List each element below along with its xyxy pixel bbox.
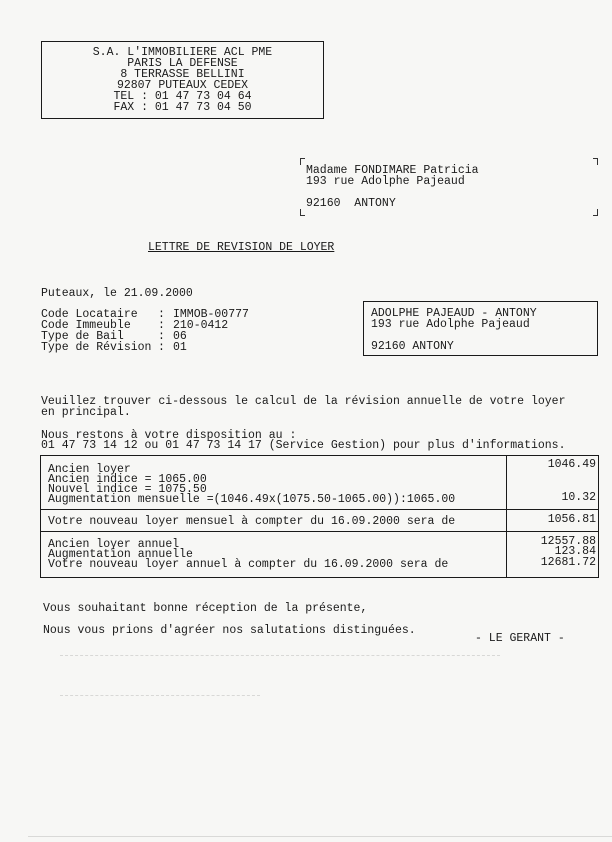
- sender-location: PARIS LA DEFENSE: [127, 57, 238, 70]
- code-separator: :: [158, 330, 165, 343]
- sender-address-box: [41, 41, 324, 119]
- sender-street: 8 TERRASSE BELLINI: [120, 68, 245, 81]
- new-monthly-rent-label: Votre nouveau loyer mensuel à compter du 16.09.2000 sera de: [48, 515, 456, 528]
- property-city: 92160 ANTONY: [371, 340, 454, 353]
- code-label: Code Immeuble: [41, 319, 131, 332]
- contact-phones: 01 47 73 14 12 ou 01 47 73 14 17 (Service Gestion) pour plus d'informations.: [41, 439, 566, 452]
- sender-company: S.A. L'IMMOBILIERE ACL PME: [92, 46, 273, 59]
- letter-title: LETTRE DE REVISION DE LOYER: [148, 241, 335, 254]
- old-index-label: Ancien indice = 1065.00: [48, 473, 207, 486]
- old-rent-label: Ancien loyer: [48, 463, 131, 476]
- annual-increase-label: Augmentation annuelle: [48, 548, 193, 561]
- sender-fax: FAX : 01 47 73 04 50: [113, 101, 252, 114]
- code-value: IMMOB-00777: [173, 308, 249, 321]
- code-separator: :: [158, 341, 165, 354]
- old-rent-value: 1046.49: [547, 458, 596, 471]
- contact-line: Nous restons à votre disposition au :: [41, 429, 297, 442]
- recipient-city: 92160 ANTONY: [306, 197, 396, 210]
- code-label: Type de Bail: [41, 330, 124, 343]
- property-name: ADOLPHE PAJEAUD - ANTONY: [371, 307, 537, 320]
- signature: - LE GERANT -: [475, 632, 565, 645]
- new-monthly-rent-value: 1056.81: [547, 513, 596, 526]
- place-date: Puteaux, le 21.09.2000: [41, 287, 193, 300]
- code-value: 210-0412: [173, 319, 229, 332]
- corner-mark: [593, 158, 598, 165]
- show-through-mark: [60, 695, 260, 696]
- annual-increase-value: 123.84: [554, 545, 596, 558]
- recipient-address-block: [300, 158, 598, 216]
- new-annual-rent-label: Votre nouveau loyer annuel à compter du 16.09.2000 sera de: [48, 558, 449, 571]
- new-index-label: Nouvel indice = 1075.50: [48, 483, 207, 496]
- show-through-mark: [60, 655, 500, 656]
- old-annual-rent-label: Ancien loyer annuel: [48, 538, 180, 551]
- code-label: Code Locataire: [41, 308, 138, 321]
- old-annual-rent-value: 12557.88: [540, 535, 596, 548]
- page-edge: [28, 836, 612, 837]
- corner-mark: [593, 209, 598, 216]
- code-separator: :: [158, 319, 165, 332]
- row-divider: [41, 509, 598, 510]
- column-divider: [506, 456, 507, 577]
- intro-line: Veuillez trouver ci-dessous le calcul de la révision annuelle de votre loyer: [41, 395, 566, 408]
- sender-city: 92807 PUTEAUX CEDEX: [116, 79, 249, 92]
- row-divider: [41, 531, 598, 532]
- rent-calculation-table: [40, 455, 599, 578]
- recipient-name: Madame FONDIMARE Patricia: [306, 164, 479, 177]
- closing-line: Vous souhaitant bonne réception de la présente,: [43, 602, 368, 615]
- code-separator: :: [158, 308, 165, 321]
- sender-phone: TEL : 01 47 73 04 64: [113, 90, 252, 103]
- property-address-box: [363, 301, 598, 356]
- code-label: Type de Révision: [41, 341, 152, 354]
- intro-line: en principal.: [41, 406, 131, 419]
- closing-salutation: Nous vous prions d'agréer nos salutations distinguées.: [43, 624, 416, 637]
- recipient-street: 193 rue Adolphe Pajeaud: [306, 175, 465, 188]
- code-value: 06: [173, 330, 187, 343]
- code-value: 01: [173, 341, 187, 354]
- corner-mark: [300, 158, 305, 165]
- monthly-increase-label: Augmentation mensuelle =(1046.49x(1075.50-1065.00)):1065.00: [48, 493, 456, 506]
- monthly-increase-value: 10.32: [561, 491, 596, 504]
- corner-mark: [300, 209, 305, 216]
- new-annual-rent-value: 12681.72: [540, 556, 596, 569]
- property-street: 193 rue Adolphe Pajeaud: [371, 318, 530, 331]
